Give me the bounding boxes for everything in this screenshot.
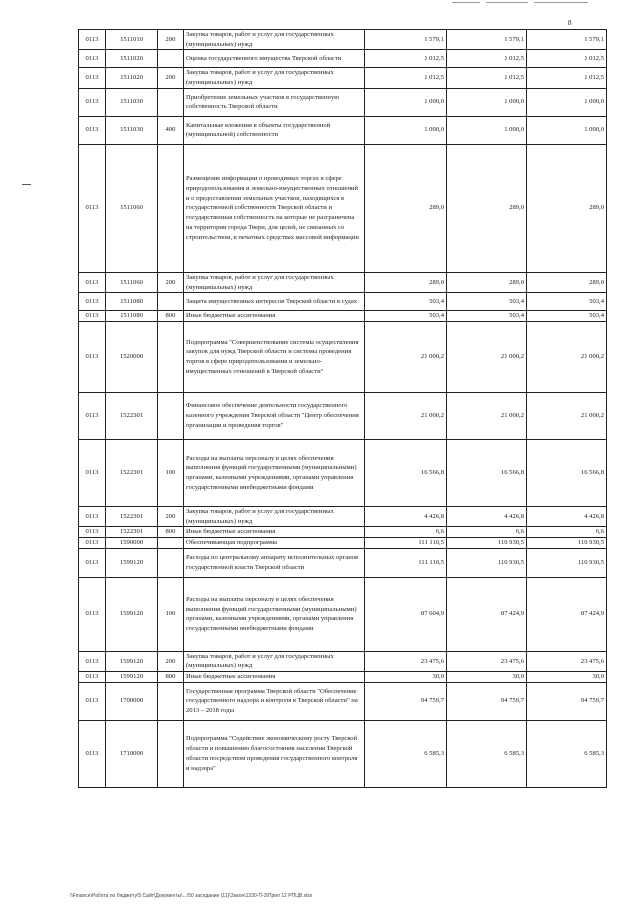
amount-cell-1: 4 426,8 bbox=[365, 506, 447, 526]
name-cell: Размещение информации о проводимых торгах в сфере природопользования и земельно-имущественных отношений и о предоставлении земельных участков, находящихся в государственной собственности Тверской области и государственная собственность на которые не разграничена на территории города Твери, для целей, не связанных со строительством, в печатных средствах массовой информации bbox=[184, 144, 365, 272]
table-row bbox=[79, 50, 607, 68]
code-cell: 1599120 bbox=[106, 548, 158, 577]
amount-cell-1: 1 579,1 bbox=[365, 30, 447, 50]
amount-cell-3: 503,4 bbox=[527, 293, 607, 311]
amount-cell-1: 30,0 bbox=[365, 672, 447, 683]
amount-cell-1: 6,6 bbox=[365, 527, 447, 538]
code-cell: 1511080 bbox=[106, 293, 158, 311]
section-cell: 0113 bbox=[79, 321, 106, 392]
table-row bbox=[79, 506, 607, 526]
type-cell bbox=[158, 144, 184, 272]
code-cell: 1511060 bbox=[106, 272, 158, 292]
table-row bbox=[79, 144, 607, 272]
type-cell bbox=[158, 720, 184, 787]
type-cell: 800 bbox=[158, 311, 184, 322]
amount-cell-3: 503,4 bbox=[527, 311, 607, 322]
amount-cell-3: 1 579,1 bbox=[527, 30, 607, 50]
amount-cell-2: 30,0 bbox=[447, 672, 527, 683]
amount-cell-1: 289,0 bbox=[365, 144, 447, 272]
type-cell bbox=[158, 548, 184, 577]
amount-cell-2: 110 930,5 bbox=[447, 548, 527, 577]
amount-cell-3: 6 585,3 bbox=[527, 720, 607, 787]
name-cell: Подпрограмма "Содействие экономическому росту Тверской области и повышению благосостояния населения Тверской области посредством проведения государственного контроля и надзора" bbox=[184, 720, 365, 787]
type-cell: 800 bbox=[158, 672, 184, 683]
section-cell: 0113 bbox=[79, 50, 106, 68]
amount-cell-1: 23 475,6 bbox=[365, 651, 447, 671]
name-cell: Капитальные вложения в объекты государственной (муниципальной) собственности bbox=[184, 116, 365, 144]
section-cell: 0113 bbox=[79, 538, 106, 549]
type-cell: 200 bbox=[158, 506, 184, 526]
amount-cell-3: 16 566,8 bbox=[527, 439, 607, 506]
code-cell: 1522301 bbox=[106, 506, 158, 526]
type-cell: 200 bbox=[158, 68, 184, 88]
type-cell: 100 bbox=[158, 577, 184, 651]
amount-cell-1: 94 759,7 bbox=[365, 682, 447, 720]
type-cell bbox=[158, 538, 184, 549]
type-cell bbox=[158, 392, 184, 439]
code-cell: 1511010 bbox=[106, 30, 158, 50]
name-cell: Приобретение земельных участков в государственную собственность Тверской области bbox=[184, 88, 365, 116]
amount-cell-2: 21 000,2 bbox=[447, 392, 527, 439]
amount-cell-2: 1 000,0 bbox=[447, 116, 527, 144]
amount-cell-3: 30,0 bbox=[527, 672, 607, 683]
code-cell: 1522301 bbox=[106, 527, 158, 538]
table-row bbox=[79, 682, 607, 720]
type-cell bbox=[158, 293, 184, 311]
top-rule-3 bbox=[534, 2, 588, 3]
amount-cell-2: 503,4 bbox=[447, 311, 527, 322]
amount-cell-1: 6 585,3 bbox=[365, 720, 447, 787]
table-row bbox=[79, 548, 607, 577]
amount-cell-1: 289,0 bbox=[365, 272, 447, 292]
name-cell: Закупка товаров, работ и услуг для государственных (муниципальных) нужд bbox=[184, 30, 365, 50]
name-cell: Закупка товаров, работ и услуг для государственных (муниципальных) нужд bbox=[184, 651, 365, 671]
type-cell bbox=[158, 88, 184, 116]
amount-cell-2: 289,0 bbox=[447, 272, 527, 292]
code-cell: 1520000 bbox=[106, 321, 158, 392]
table-row bbox=[79, 577, 607, 651]
top-rule-1 bbox=[452, 2, 480, 3]
amount-cell-2: 1 000,0 bbox=[447, 88, 527, 116]
code-cell: 1710000 bbox=[106, 720, 158, 787]
name-cell: Расходы на выплаты персоналу в целях обеспечения выполнения функций государственными (муниципальными) органами, казенными учреждениями, органами управления государственными внебюджетными фондами bbox=[184, 439, 365, 506]
table-row bbox=[79, 538, 607, 549]
amount-cell-3: 21 000,2 bbox=[527, 321, 607, 392]
budget-table-body bbox=[79, 30, 607, 788]
amount-cell-1: 87 604,9 bbox=[365, 577, 447, 651]
section-cell: 0113 bbox=[79, 30, 106, 50]
table-row bbox=[79, 68, 607, 88]
amount-cell-2: 23 475,6 bbox=[447, 651, 527, 671]
name-cell: Расходы на выплаты персоналу в целях обеспечения выполнения функций государственными (муниципальными) органами, казенными учреждениями, органами управления государственными внебюджетными фондами bbox=[184, 577, 365, 651]
section-cell: 0113 bbox=[79, 672, 106, 683]
code-cell: 1511020 bbox=[106, 50, 158, 68]
amount-cell-3: 94 759,7 bbox=[527, 682, 607, 720]
name-cell: Иные бюджетные ассигнования bbox=[184, 527, 365, 538]
amount-cell-3: 6,6 bbox=[527, 527, 607, 538]
section-cell: 0113 bbox=[79, 506, 106, 526]
code-cell: 1511080 bbox=[106, 311, 158, 322]
amount-cell-1: 503,4 bbox=[365, 311, 447, 322]
code-cell: 1522301 bbox=[106, 439, 158, 506]
page-number: 8 bbox=[568, 19, 572, 27]
name-cell: Финансовое обеспечение деятельности государственного казенного учреждения Тверской области "Центр обеспечения организации и проведения торгов" bbox=[184, 392, 365, 439]
code-cell: 1599120 bbox=[106, 672, 158, 683]
code-cell: 1511020 bbox=[106, 68, 158, 88]
amount-cell-3: 21 000,2 bbox=[527, 392, 607, 439]
amount-cell-2: 4 426,8 bbox=[447, 506, 527, 526]
section-cell: 0113 bbox=[79, 548, 106, 577]
section-cell: 0113 bbox=[79, 88, 106, 116]
table-row bbox=[79, 272, 607, 292]
table-row bbox=[79, 293, 607, 311]
amount-cell-3: 110 930,5 bbox=[527, 538, 607, 549]
code-cell: 1700000 bbox=[106, 682, 158, 720]
amount-cell-1: 21 000,2 bbox=[365, 321, 447, 392]
table-row bbox=[79, 439, 607, 506]
table-row bbox=[79, 311, 607, 322]
amount-cell-3: 4 426,8 bbox=[527, 506, 607, 526]
name-cell: Закупка товаров, работ и услуг для государственных (муниципальных) нужд bbox=[184, 272, 365, 292]
type-cell bbox=[158, 321, 184, 392]
section-cell: 0113 bbox=[79, 682, 106, 720]
amount-cell-3: 1 012,5 bbox=[527, 68, 607, 88]
amount-cell-3: 1 000,0 bbox=[527, 88, 607, 116]
amount-cell-2: 1 012,5 bbox=[447, 68, 527, 88]
name-cell: Закупка товаров, работ и услуг для государственных (муниципальных) нужд bbox=[184, 506, 365, 526]
amount-cell-1: 111 110,5 bbox=[365, 538, 447, 549]
budget-table bbox=[78, 29, 607, 788]
section-cell: 0113 bbox=[79, 439, 106, 506]
section-cell: 0113 bbox=[79, 577, 106, 651]
amount-cell-1: 16 566,8 bbox=[365, 439, 447, 506]
amount-cell-3: 87 424,9 bbox=[527, 577, 607, 651]
amount-cell-2: 110 930,5 bbox=[447, 538, 527, 549]
margin-mark bbox=[22, 184, 31, 185]
section-cell: 0113 bbox=[79, 272, 106, 292]
table-row bbox=[79, 321, 607, 392]
table-row bbox=[79, 720, 607, 787]
section-cell: 0113 bbox=[79, 116, 106, 144]
name-cell: Иные бюджетные ассигнования bbox=[184, 311, 365, 322]
amount-cell-1: 503,4 bbox=[365, 293, 447, 311]
name-cell: Расходы по центральному аппарату исполнительных органов государственной власти Тверской области bbox=[184, 548, 365, 577]
section-cell: 0113 bbox=[79, 720, 106, 787]
amount-cell-2: 6,6 bbox=[447, 527, 527, 538]
name-cell: Иные бюджетные ассигнования bbox=[184, 672, 365, 683]
code-cell: 1511030 bbox=[106, 116, 158, 144]
table-row bbox=[79, 30, 607, 50]
amount-cell-1: 1 012,5 bbox=[365, 68, 447, 88]
amount-cell-1: 1 000,0 bbox=[365, 116, 447, 144]
section-cell: 0113 bbox=[79, 144, 106, 272]
amount-cell-3: 23 475,6 bbox=[527, 651, 607, 671]
amount-cell-3: 1 012,5 bbox=[527, 50, 607, 68]
section-cell: 0113 bbox=[79, 311, 106, 322]
amount-cell-2: 16 566,8 bbox=[447, 439, 527, 506]
amount-cell-2: 289,0 bbox=[447, 144, 527, 272]
section-cell: 0113 bbox=[79, 293, 106, 311]
table-row bbox=[79, 672, 607, 683]
amount-cell-2: 94 759,7 bbox=[447, 682, 527, 720]
amount-cell-2: 6 585,3 bbox=[447, 720, 527, 787]
code-cell: 1590000 bbox=[106, 538, 158, 549]
type-cell: 200 bbox=[158, 30, 184, 50]
section-cell: 0113 bbox=[79, 527, 106, 538]
amount-cell-2: 1 579,1 bbox=[447, 30, 527, 50]
code-cell: 1522301 bbox=[106, 392, 158, 439]
type-cell: 200 bbox=[158, 651, 184, 671]
amount-cell-1: 1 012,5 bbox=[365, 50, 447, 68]
amount-cell-2: 1 012,5 bbox=[447, 50, 527, 68]
amount-cell-3: 289,0 bbox=[527, 144, 607, 272]
name-cell: Закупка товаров, работ и услуг для государственных (муниципальных) нужд bbox=[184, 68, 365, 88]
code-cell: 1599120 bbox=[106, 651, 158, 671]
table-row bbox=[79, 527, 607, 538]
top-rule-2 bbox=[486, 2, 528, 3]
table-row bbox=[79, 651, 607, 671]
type-cell: 200 bbox=[158, 272, 184, 292]
type-cell: 100 bbox=[158, 439, 184, 506]
name-cell: Обеспечивающая подпрограмма bbox=[184, 538, 365, 549]
type-cell bbox=[158, 682, 184, 720]
amount-cell-3: 110 930,5 bbox=[527, 548, 607, 577]
type-cell bbox=[158, 50, 184, 68]
code-cell: 1511030 bbox=[106, 88, 158, 116]
amount-cell-1: 111 110,5 bbox=[365, 548, 447, 577]
amount-cell-2: 21 000,2 bbox=[447, 321, 527, 392]
amount-cell-1: 21 000,2 bbox=[365, 392, 447, 439]
code-cell: 1599120 bbox=[106, 577, 158, 651]
code-cell: 1511060 bbox=[106, 144, 158, 272]
name-cell: Оценка государственного имущества Тверской области bbox=[184, 50, 365, 68]
table-row bbox=[79, 392, 607, 439]
section-cell: 0113 bbox=[79, 651, 106, 671]
section-cell: 0113 bbox=[79, 392, 106, 439]
name-cell: Подпрограмма "Совершенствование системы осуществления закупок для нужд Тверской области и системы проведения торгов в сфере природопользования и земельно-имущественных отношений в Тверской области" bbox=[184, 321, 365, 392]
amount-cell-2: 87 424,9 bbox=[447, 577, 527, 651]
file-path-footer: \\Finance\Работа по бюджету\5 Сайт\Документы\...\50 заседание (11)\Закон\1330-П-3\Прил 12 РПЦВ.xlsx bbox=[70, 893, 313, 899]
amount-cell-2: 503,4 bbox=[447, 293, 527, 311]
amount-cell-3: 289,0 bbox=[527, 272, 607, 292]
amount-cell-1: 1 000,0 bbox=[365, 88, 447, 116]
name-cell: Государственная программа Тверской области "Обеспечение государственного надзора и контроля в Тверской области" на 2013 – 2018 годы bbox=[184, 682, 365, 720]
amount-cell-3: 1 000,0 bbox=[527, 116, 607, 144]
table-row bbox=[79, 88, 607, 116]
name-cell: Защита имущественных интересов Тверской области в судах bbox=[184, 293, 365, 311]
type-cell: 800 bbox=[158, 527, 184, 538]
type-cell: 400 bbox=[158, 116, 184, 144]
table-row bbox=[79, 116, 607, 144]
section-cell: 0113 bbox=[79, 68, 106, 88]
